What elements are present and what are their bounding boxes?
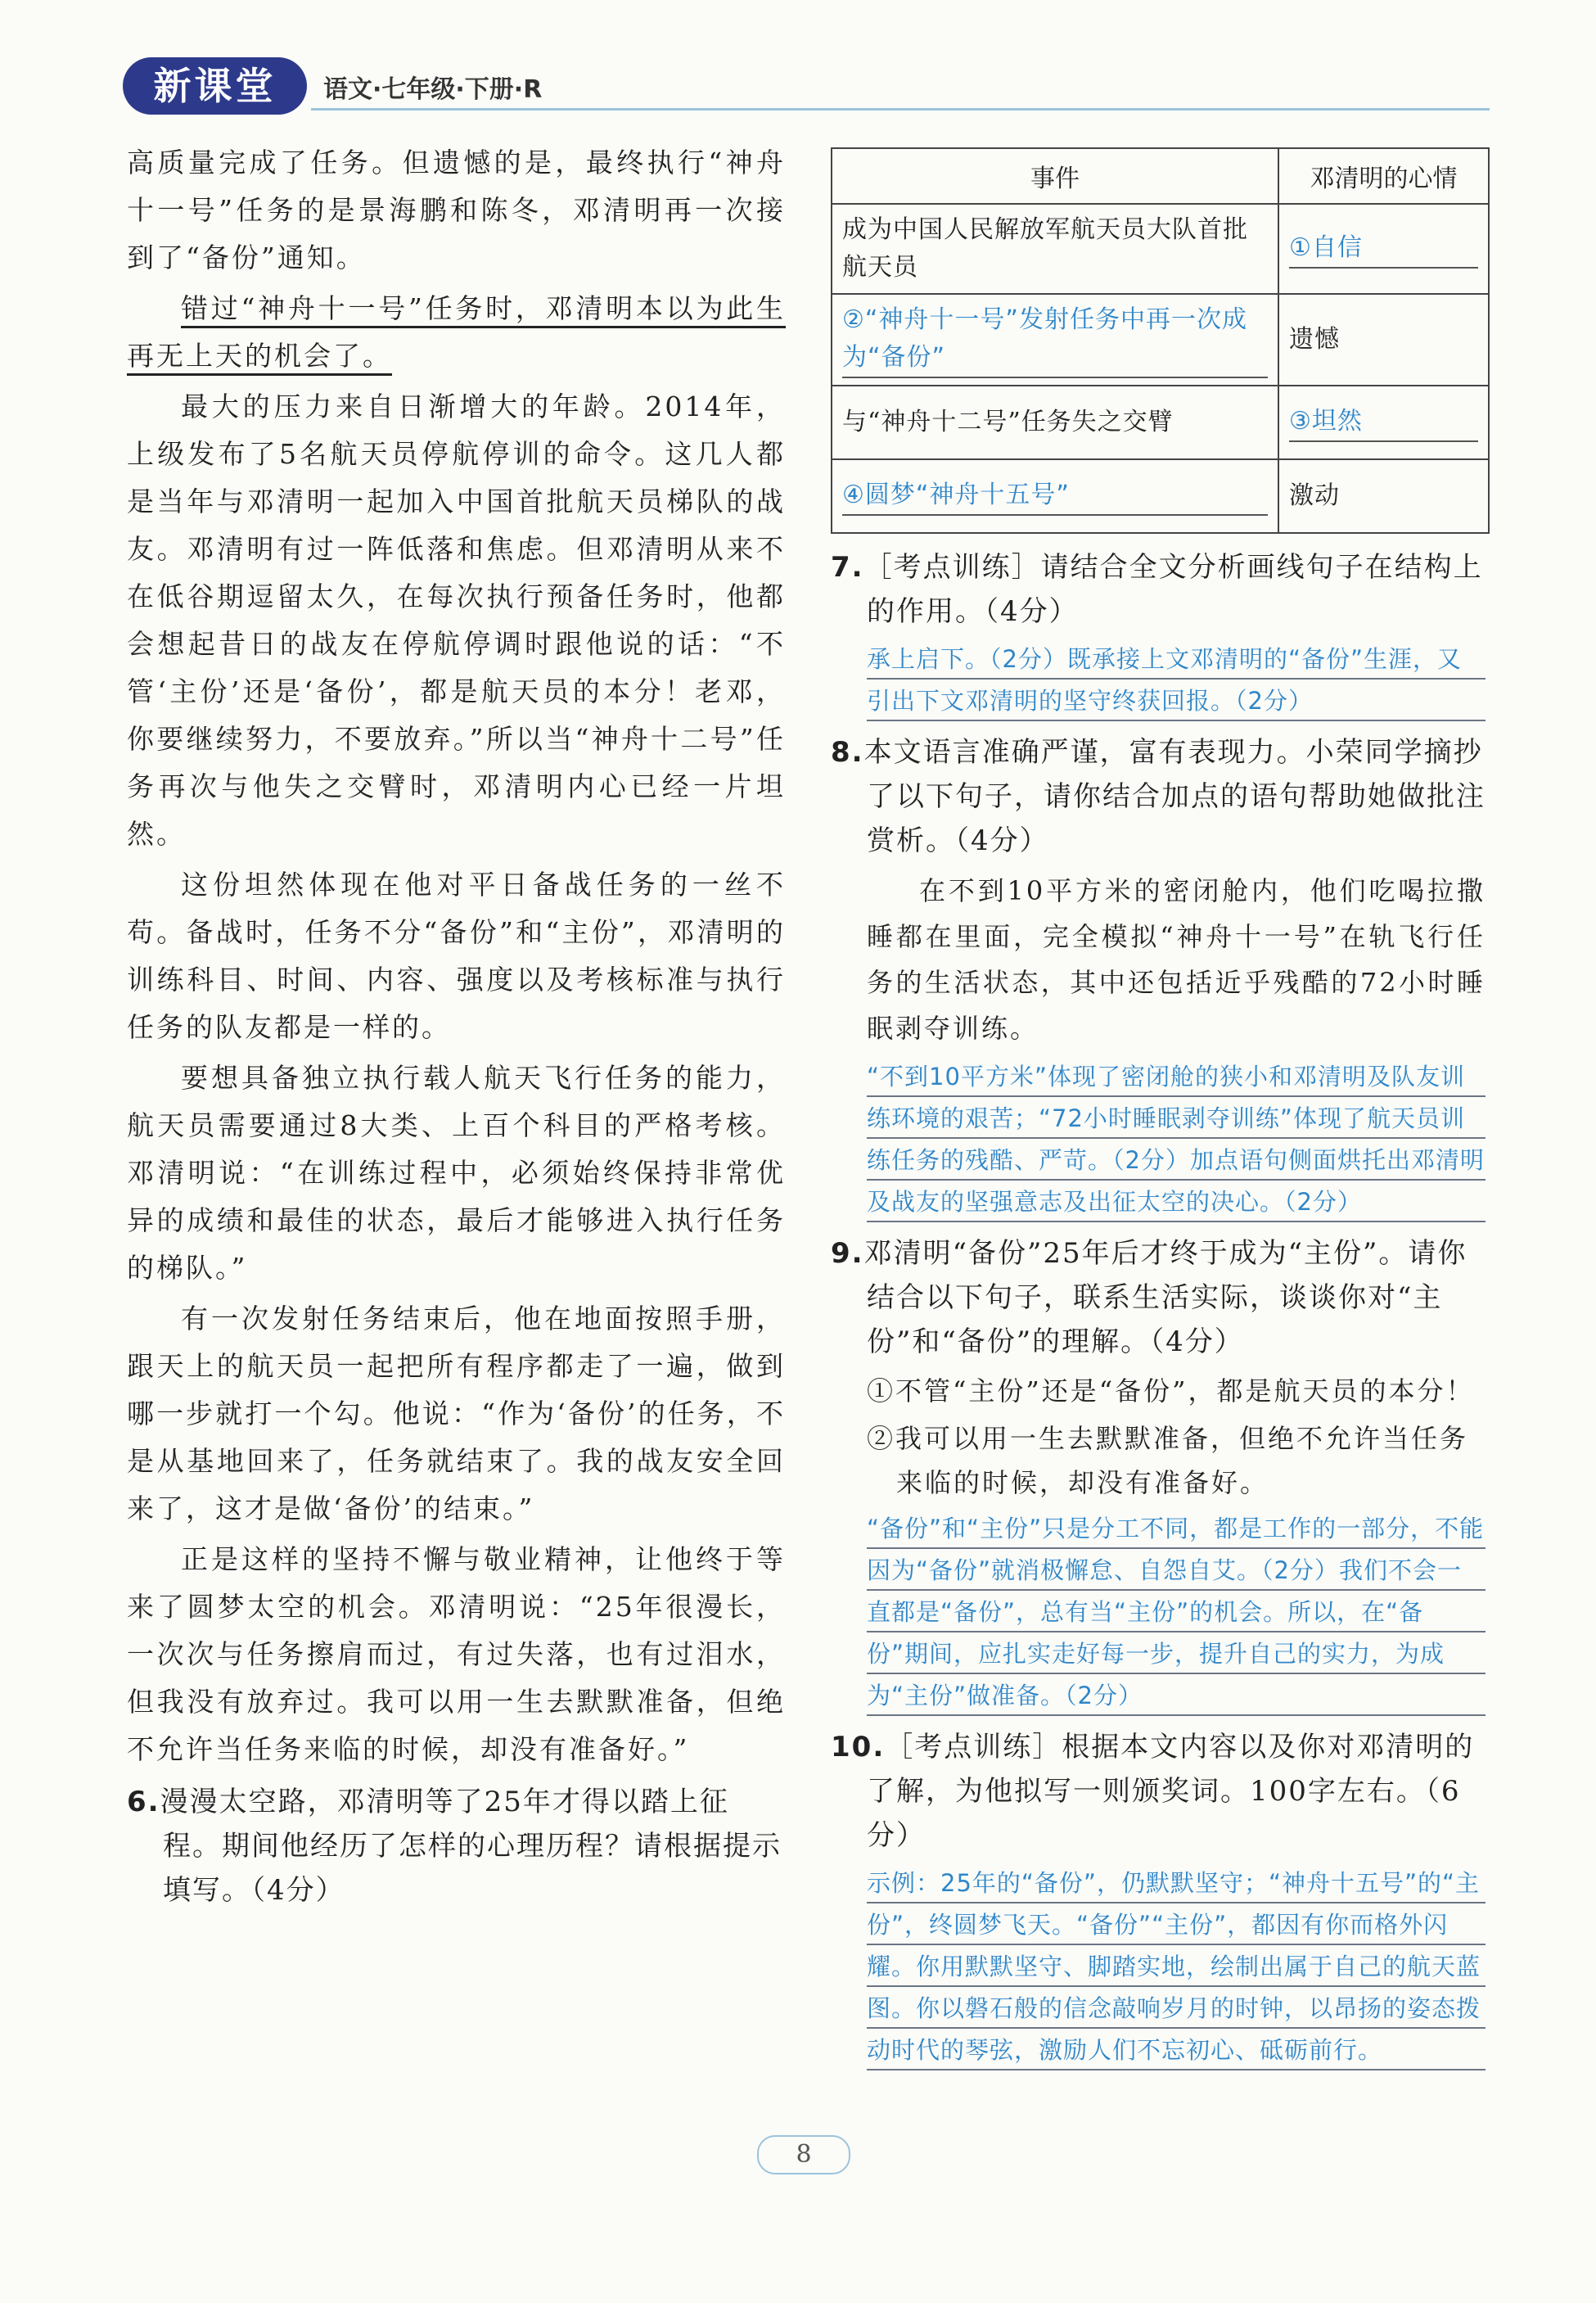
question-number: 10. — [831, 1731, 886, 1763]
table-row — [832, 294, 1489, 386]
table-header-row — [832, 148, 1489, 204]
question-number: 6. — [127, 1786, 160, 1818]
answer-fill: ②“神舟十一号”发射任务中再一次成为“备份” — [842, 301, 1268, 378]
table-cell-mood — [1278, 204, 1489, 294]
paragraph-2 — [127, 285, 786, 380]
question-7 — [831, 545, 1486, 634]
paragraph-5: 要想具备独立执行载人航天飞行任务的能力，航天员需要通过8大类、上百个科目的严格考核。邓清明说：“在训练过程中，必须始终保持非常优异的成绩和最佳的状态，最后才能够进入执行任务的梯队。” — [127, 1062, 786, 1284]
question-6 — [127, 1780, 786, 1912]
table-cell-mood: 遗憾 — [1278, 294, 1489, 386]
table-row — [832, 386, 1489, 459]
question-number: 9. — [831, 1237, 864, 1270]
header-rule — [311, 108, 1490, 111]
question-8 — [831, 730, 1486, 863]
table-row — [832, 459, 1489, 533]
paragraph-6: 有一次发射任务结束后，他在地面按照手册，跟天上的航天员一起把所有程序都走了一遍，做到哪一步就打一个勾。他说：“作为‘备份’的任务，不是从基地回来了，任务就结束了。我的战友安全回来了，这才是做‘备份’的结束。” — [127, 1303, 786, 1524]
table-header-mood: 邓清明的心情 — [1278, 148, 1489, 204]
answer-fill: ④圆梦“神舟十五号” — [842, 476, 1268, 516]
paragraph-1: 高质量完成了任务。但遗憾的是，最终执行“神舟十一号”任务的是景海鹏和陈冬，邓清明再一次接到了“备份”通知。 — [127, 147, 786, 273]
paragraph-4: 这份坦然体现在他对平日备战任务的一丝不苟。备战时，任务不分“备份”和“主份”，邓清明的训练科目、时间、内容、强度以及考核标准与执行任务的队友都是一样的。 — [127, 869, 786, 1043]
left-column — [127, 139, 786, 1917]
question-text: ［考点训练］根据本文内容以及你对邓清明的了解，为他拟写一则颁奖词。100字左右。（6分） — [867, 1731, 1475, 1852]
answer-fill: ③坦然 — [1289, 403, 1478, 442]
question-number: 8. — [831, 736, 864, 769]
question-9 — [831, 1231, 1486, 1364]
table-cell-mood: 激动 — [1278, 459, 1489, 533]
book-subtitle: 语文·七年级·下册·R — [323, 75, 543, 104]
paragraph-3: 最大的压力来自日渐增大的年龄。2014年，上级发布了5名航天员停航停训的命令。这几人都是当年与邓清明一起加入中国首批航天员梯队的战友。邓清明有过一阵低落和焦虑。但邓清明从来不在低谷期逗留太久，在每次执行预备任务时，他都会想起昔日的战友在停航停调时跟他说的话：“不管‘主份’还是‘备份’，都是航天员的本分！老邓，你要继续努力，不要放弃。”所以当“神舟十二号”任务再次与他失之交臂时，邓清明内心已经一片坦然。 — [127, 391, 786, 850]
sentence-1: ①不管“主份”还是“备份”，都是航天员的本分！ — [867, 1375, 1475, 1407]
sentence-2: ②我可以用一生去默默准备，但绝不允许当任务来临的时候，却没有准备好。 — [867, 1423, 1469, 1498]
question-10 — [831, 1725, 1486, 1858]
table-cell-mood — [1278, 386, 1489, 459]
page-header — [123, 57, 1490, 123]
answer-10: 示例：25年的“备份”，仍默默坚守；“神舟十五号”的“主份”，终圆梦飞天。“备份”“主份”，都因有你而格外闪耀。你用默默坚守、脚踏实地，绘制出属于自己的航天蓝图。你以磐石般的信念敲响岁月的时钟，以昂扬的姿态拨动时代的琴弦，激励人们不忘初心、砥砺前行。 — [867, 1863, 1486, 2071]
underlined-sentence: 错过“神舟十一号”任务时，邓清明本以为此生再无上天的机会了。 — [127, 292, 786, 372]
quoted-sentence: 在不到10平方米的密闭舱内，他们吃喝拉撒睡都在里面，完全模拟“神舟十一号”在轨飞行任务的生活状态，其中还包括近乎残酷的72小时睡眠剥夺训练。 — [867, 875, 1486, 1044]
question-text: 本文语言准确严谨，富有表现力。小荣同学摘抄了以下句子，请你结合加点的语句帮助她做批注赏析。（4分） — [863, 736, 1486, 857]
answer-fill: ①自信 — [1289, 229, 1478, 269]
question-text: 漫漫太空路，邓清明等了25年才得以踏上征程。期间他经历了怎样的心理历程？请根据提示填写。（4分） — [160, 1786, 782, 1907]
table-row — [832, 204, 1489, 294]
page-number: 8 — [757, 2135, 850, 2174]
table-cell-event — [832, 459, 1278, 533]
table-cell-event: 与“神舟十二号”任务失之交臂 — [832, 386, 1278, 459]
answer-8: “不到10平方米”体现了密闭舱的狭小和邓清明及队友训练环境的艰苦；“72小时睡眠剥夺训练”体现了航天员训练任务的残酷、严苛。（2分）加点语句侧面烘托出邓清明及战友的坚强意志及出征太空的决心。（2分） — [867, 1056, 1486, 1223]
question-text: ［考点训练］请结合全文分析画线句子在结构上的作用。（4分） — [863, 551, 1483, 628]
answer-9: “备份”和“主份”只是分工不同，都是工作的一部分，不能因为“备份”就消极懈怠、自怨自艾。（2分）我们不会一直都是“备份”，总有当“主份”的机会。所以，在“备份”期间，应扎实走好每一步，提升自己的实力，为成为“主份”做准备。（2分） — [867, 1508, 1486, 1717]
paragraph-7: 正是这样的坚持不懈与敬业精神，让他终于等来了圆梦太空的机会。邓清明说：“25年很漫长，一次次与任务擦肩而过，有过失落，也有过泪水，但我没有放弃过。我可以用一生去默默准备，但绝不允许当任务来临的时候，却没有准备好。” — [127, 1543, 786, 1765]
table-cell-event: 成为中国人民解放军航天员大队首批航天员 — [832, 204, 1278, 294]
right-column — [831, 147, 1486, 2079]
mood-table — [831, 147, 1490, 534]
answer-7: 承上启下。（2分）既承接上文邓清明的“备份”生涯，又引出下文邓清明的坚守终获回报。（2分） — [867, 639, 1486, 722]
series-logo: 新课堂 — [123, 57, 307, 115]
question-number: 7. — [831, 551, 864, 584]
question-text: 邓清明“备份”25年后才终于成为“主份”。请你结合以下句子，联系生活实际，谈谈你对“主份”和“备份”的理解。（4分） — [863, 1237, 1468, 1358]
table-cell-event — [832, 294, 1278, 386]
table-header-event: 事件 — [832, 148, 1278, 204]
